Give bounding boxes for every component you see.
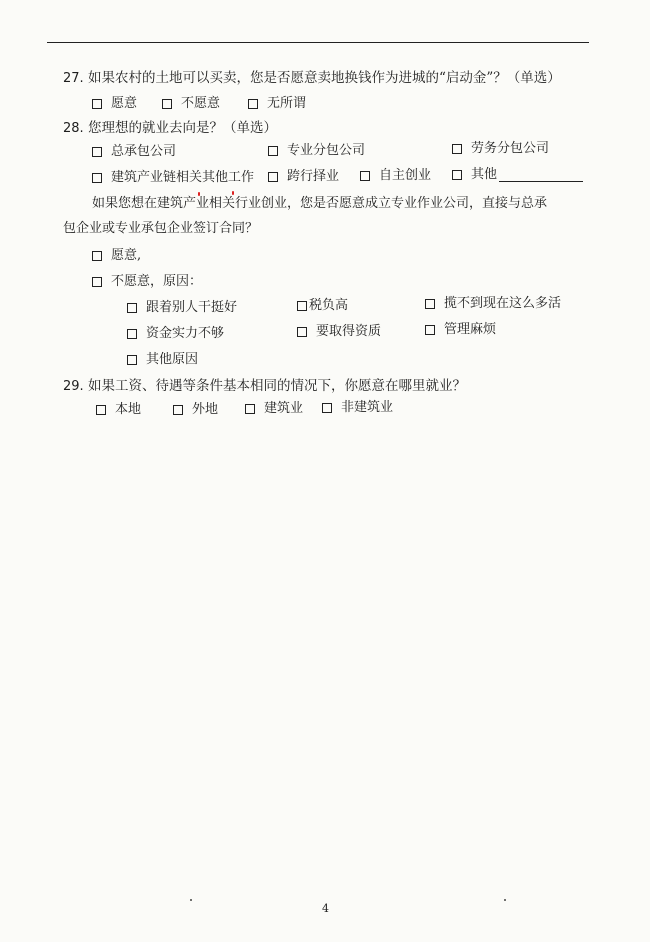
option-label: 跟着别人干挺好 bbox=[146, 300, 238, 315]
option-label: 管理麻烦 bbox=[444, 322, 497, 337]
scan-dot bbox=[504, 899, 506, 901]
q28-reason-1[interactable] bbox=[127, 300, 237, 316]
question-text: 如果工资、待遇等条件基本相同的情况下，你愿意在哪里就业？ bbox=[87, 378, 466, 394]
q28-reason-2[interactable] bbox=[297, 298, 348, 314]
checkbox[interactable] bbox=[425, 299, 435, 309]
checkbox[interactable] bbox=[248, 99, 258, 109]
question-text: 如果农村的土地可以买卖，您是否愿意卖地换钱作为进城的“启动金”？（单选） bbox=[87, 70, 561, 86]
question-27 bbox=[63, 70, 561, 87]
q28-followup-no[interactable] bbox=[92, 274, 202, 290]
q27-option-1[interactable] bbox=[92, 96, 137, 112]
option-label: 愿意, bbox=[111, 248, 142, 263]
option-label: 专业分包公司 bbox=[287, 143, 366, 158]
option-label: 无所谓 bbox=[267, 96, 307, 111]
q28-option-7[interactable] bbox=[452, 167, 583, 183]
option-label: 其他 bbox=[471, 167, 498, 182]
checkbox[interactable] bbox=[92, 277, 102, 287]
option-label: 资金实力不够 bbox=[146, 326, 225, 341]
checkbox[interactable] bbox=[127, 355, 137, 365]
checkbox[interactable] bbox=[92, 251, 102, 261]
question-text: 您理想的就业去向是？（单选） bbox=[87, 120, 277, 136]
q28-option-4[interactable] bbox=[92, 170, 254, 186]
option-label: 劳务分包公司 bbox=[471, 141, 550, 156]
option-label: 税负高 bbox=[309, 298, 349, 313]
checkbox[interactable] bbox=[297, 301, 307, 311]
q29-option-1[interactable] bbox=[96, 402, 141, 418]
q27-option-2[interactable] bbox=[162, 96, 220, 112]
q29-option-3[interactable] bbox=[245, 401, 303, 417]
checkbox[interactable] bbox=[452, 170, 462, 180]
checkbox[interactable] bbox=[452, 144, 462, 154]
q28-followup-line1: 如果您想在建筑产业相关行业创业，您是否愿意成立专业作业公司，直接与总承 bbox=[92, 196, 548, 211]
checkbox[interactable] bbox=[92, 173, 102, 183]
checkbox[interactable] bbox=[92, 99, 102, 109]
scan-dot bbox=[190, 899, 192, 901]
checkbox[interactable] bbox=[297, 327, 307, 337]
q28-reason-4[interactable] bbox=[127, 326, 224, 342]
option-label: 自主创业 bbox=[379, 168, 432, 183]
q28-reason-7[interactable] bbox=[127, 352, 198, 368]
header-rule bbox=[47, 42, 589, 43]
q28-option-5[interactable] bbox=[268, 169, 339, 185]
question-28 bbox=[63, 120, 277, 137]
option-label: 外地 bbox=[192, 402, 219, 417]
checkbox[interactable] bbox=[173, 405, 183, 415]
checkbox[interactable] bbox=[360, 171, 370, 181]
checkbox[interactable] bbox=[268, 146, 278, 156]
option-label: 要取得资质 bbox=[316, 324, 382, 339]
question-29 bbox=[63, 378, 466, 395]
q28-followup-yes[interactable] bbox=[92, 248, 141, 264]
q29-option-4[interactable] bbox=[322, 400, 393, 416]
q28-reason-5[interactable] bbox=[297, 324, 381, 340]
q28-option-6[interactable] bbox=[360, 168, 431, 184]
checkbox[interactable] bbox=[268, 172, 278, 182]
option-label: 愿意 bbox=[111, 96, 138, 111]
option-label: 非建筑业 bbox=[341, 400, 394, 415]
option-label: 本地 bbox=[115, 402, 142, 417]
fill-in-blank[interactable] bbox=[499, 168, 583, 182]
q28-option-1[interactable] bbox=[92, 144, 176, 160]
checkbox[interactable] bbox=[425, 325, 435, 335]
question-number: 29. bbox=[63, 379, 84, 394]
q28-followup-line2: 包企业或专业承包企业签订合同？ bbox=[63, 221, 259, 236]
q28-option-2[interactable] bbox=[268, 143, 365, 159]
question-number: 28. bbox=[63, 121, 84, 136]
checkbox[interactable] bbox=[162, 99, 172, 109]
option-label: 其他原因 bbox=[146, 352, 199, 367]
option-label: 建筑业 bbox=[264, 401, 304, 416]
option-label: 总承包公司 bbox=[111, 144, 177, 159]
option-label: 建筑产业链相关其他工作 bbox=[111, 170, 255, 185]
q29-option-2[interactable] bbox=[173, 402, 218, 418]
option-label: 跨行择业 bbox=[287, 169, 340, 184]
checkbox[interactable] bbox=[245, 404, 255, 414]
option-label: 揽不到现在这么多活 bbox=[444, 296, 562, 311]
checkbox[interactable] bbox=[96, 405, 106, 415]
q28-option-3[interactable] bbox=[452, 141, 549, 157]
option-label: 不愿意，原因： bbox=[111, 274, 203, 289]
checkbox[interactable] bbox=[127, 329, 137, 339]
page-number: 4 bbox=[322, 902, 329, 915]
checkbox[interactable] bbox=[322, 403, 332, 413]
question-number: 27. bbox=[63, 71, 84, 86]
red-ink-mark bbox=[232, 191, 234, 195]
checkbox[interactable] bbox=[127, 303, 137, 313]
checkbox[interactable] bbox=[92, 147, 102, 157]
option-label: 不愿意 bbox=[181, 96, 221, 111]
q28-reason-6[interactable] bbox=[425, 322, 496, 338]
q28-reason-3[interactable] bbox=[425, 296, 561, 312]
red-ink-mark bbox=[198, 192, 200, 196]
q27-option-3[interactable] bbox=[248, 96, 306, 112]
